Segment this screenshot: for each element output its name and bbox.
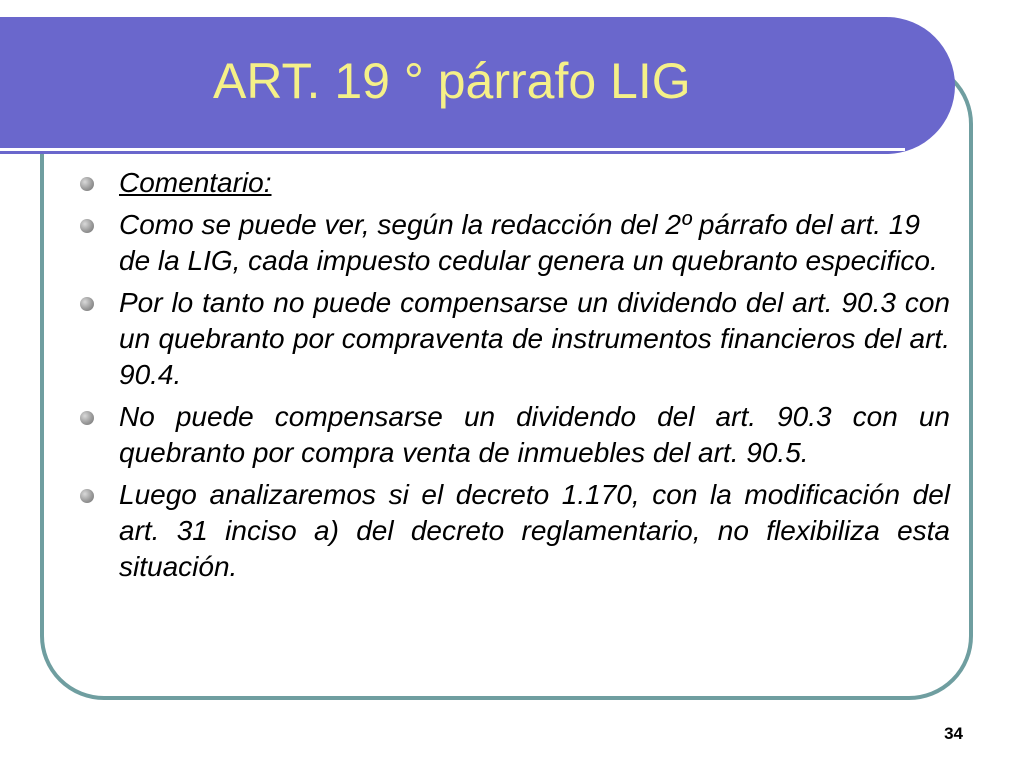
bullet-item-compensacion-90-4 — [80, 285, 950, 393]
bullet-icon — [80, 489, 94, 503]
slide-title: ART. 19 ° párrafo LIG — [213, 53, 691, 109]
bullet-icon — [80, 177, 94, 191]
bullet-icon — [80, 411, 94, 425]
page-number: 34 — [944, 724, 963, 743]
bullet-item-comentario — [80, 165, 950, 201]
bullet-item-decreto — [80, 477, 950, 585]
bullet-text: No puede compensarse un dividendo del art. 90.3 con un quebranto por compra venta de inmuebles del art. 90.5. — [119, 401, 950, 468]
bullet-text: Luego analizaremos si el decreto 1.170, con la modificación del art. 31 inciso a) del decreto reglamentario, no flexibiliza esta situación. — [119, 479, 950, 582]
bullet-icon — [80, 297, 94, 311]
bullet-text: Como se puede ver, según la redacción del 2º párrafo del art. 19 de la LIG, cada impuesto cedular genera un quebranto especifico. — [119, 209, 938, 276]
bullet-item-redaccion — [80, 207, 950, 279]
bullet-list — [80, 165, 950, 591]
bullet-item-compensacion-90-5 — [80, 399, 950, 471]
bullet-label: Comentario: — [119, 167, 272, 198]
title-rule — [0, 148, 905, 151]
bullet-text: Por lo tanto no puede compensarse un dividendo del art. 90.3 con un quebranto por compraventa de instrumentos financieros del art. 90.4. — [119, 287, 950, 390]
bullet-icon — [80, 219, 94, 233]
